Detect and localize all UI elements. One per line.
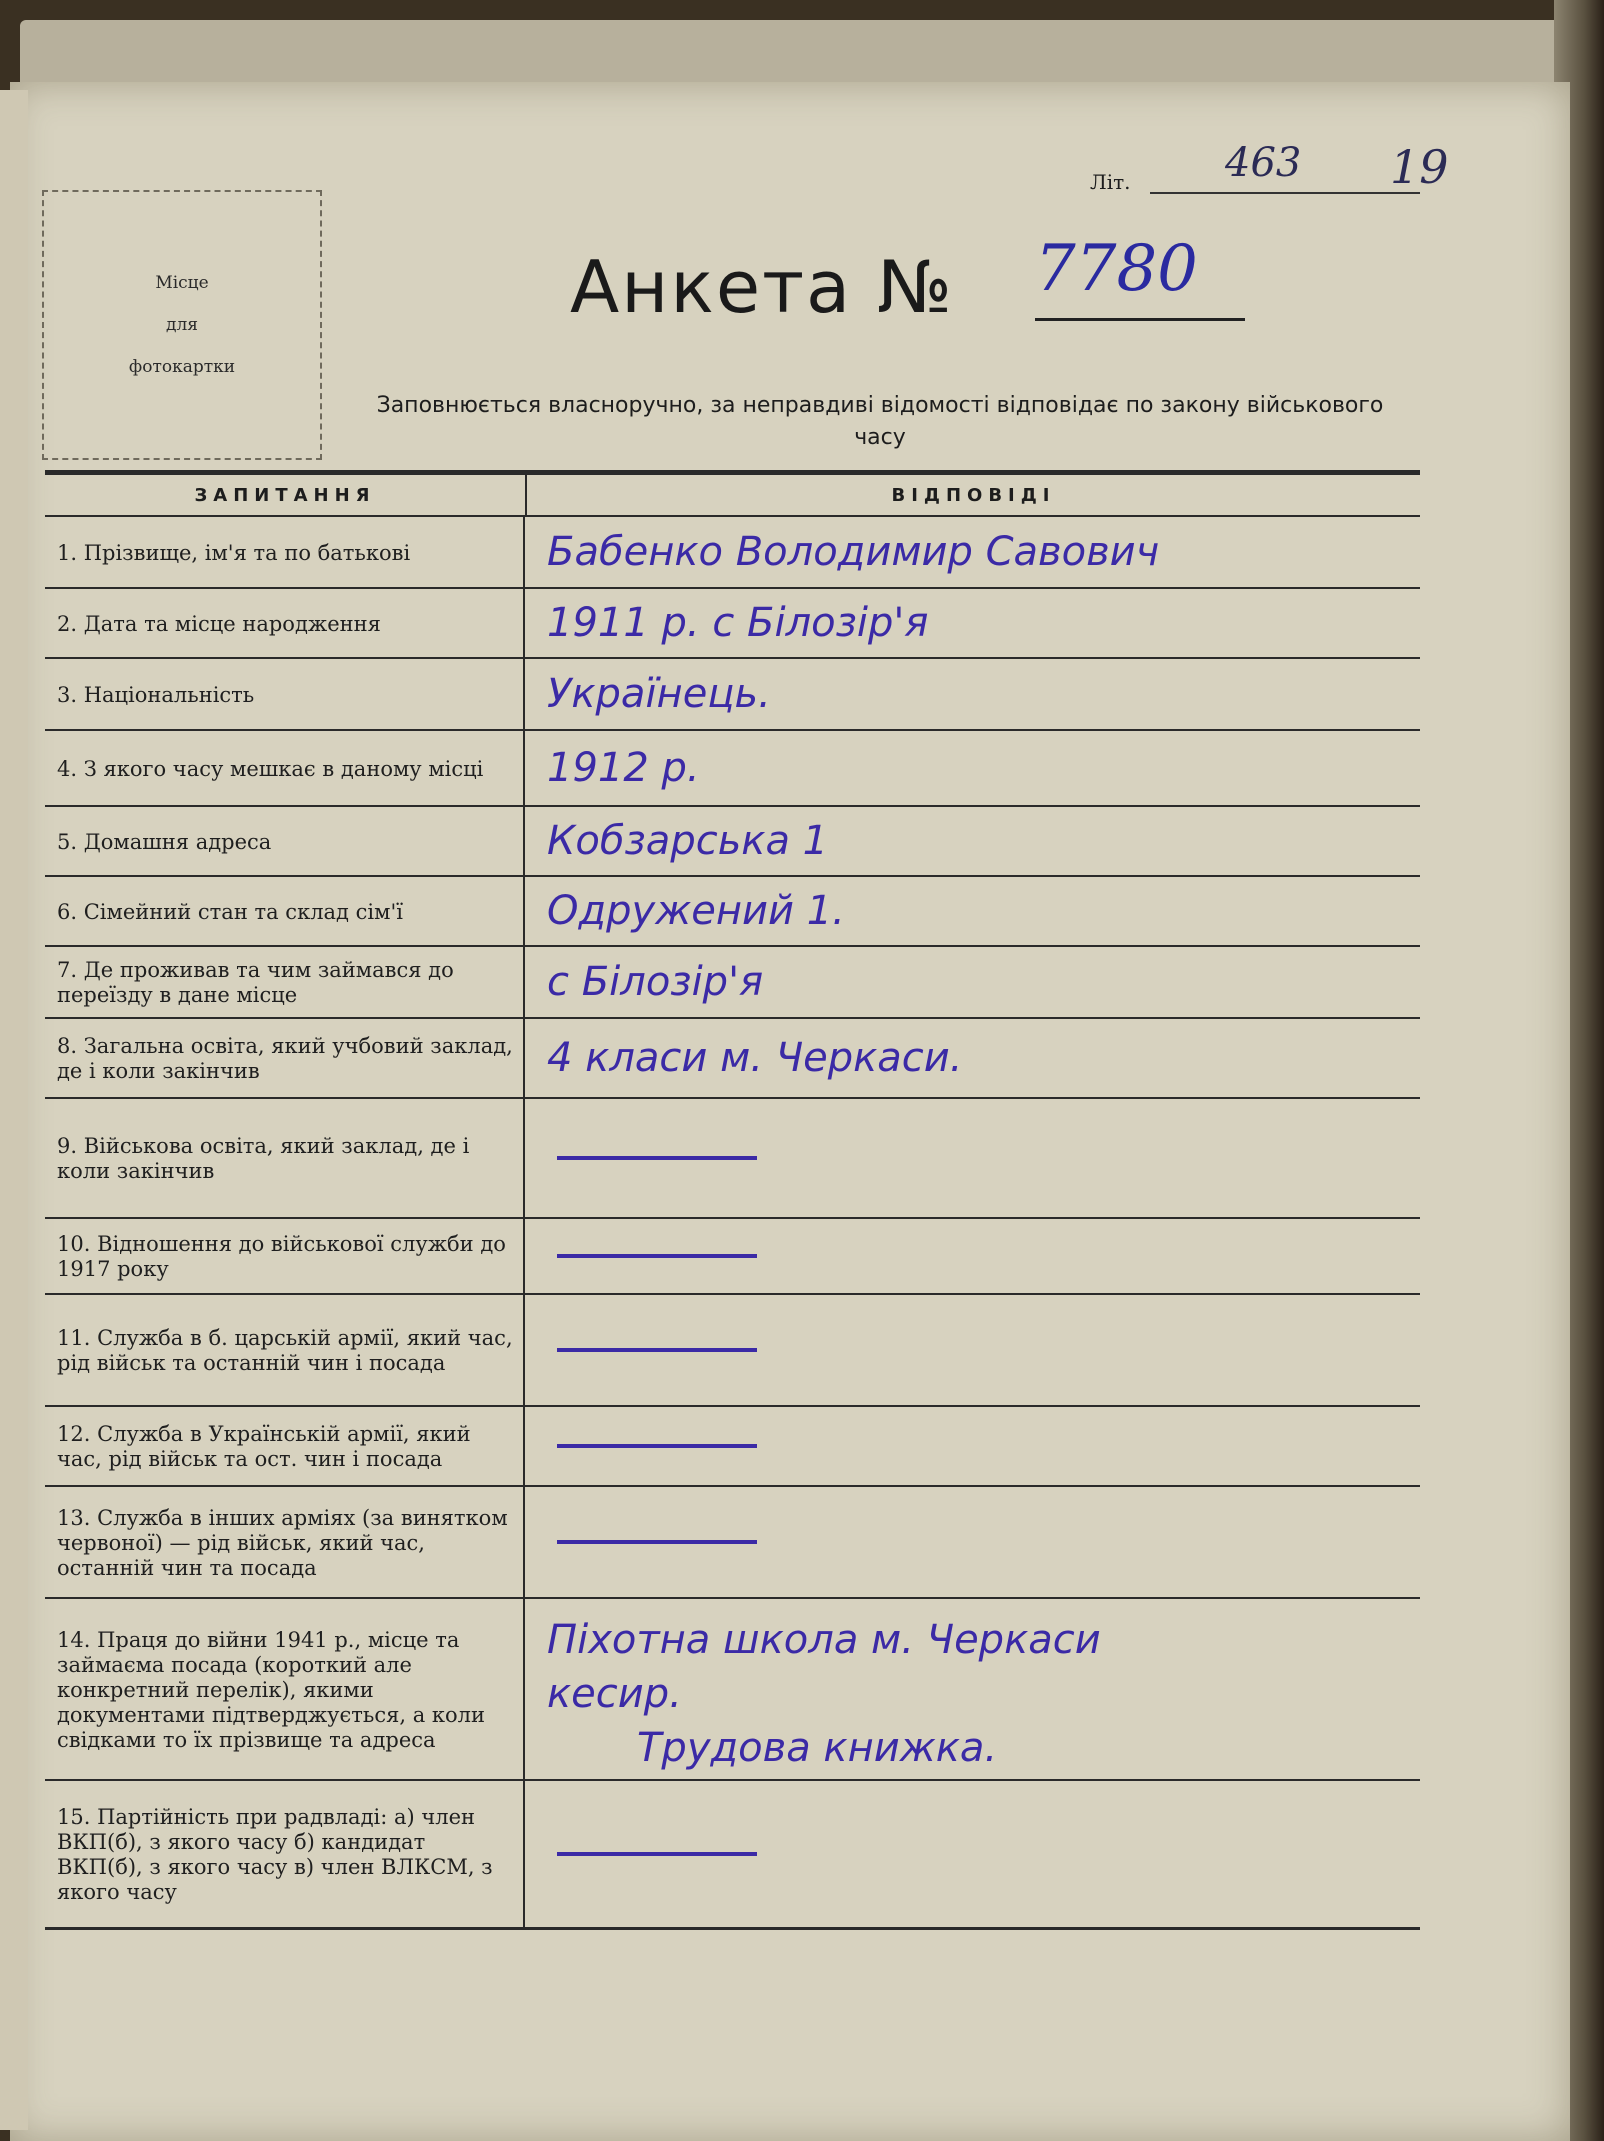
answer-9: [525, 1099, 1420, 1217]
empty-answer-dash: [557, 1852, 757, 1856]
answer-13: [525, 1487, 1420, 1597]
empty-answer-dash: [557, 1444, 757, 1448]
table-header: [45, 475, 1420, 517]
answer-10: [525, 1219, 1420, 1293]
answer-14: [525, 1599, 1420, 1779]
photo-label-1: Місце: [155, 273, 209, 293]
lit-label: Літ.: [1090, 170, 1131, 194]
table-row: [45, 1781, 1420, 1927]
empty-answer-dash: [557, 1348, 757, 1352]
question-11: 11. Служба в б. царській армії, який час, рід військ та останній чин і посада: [45, 1295, 525, 1405]
table-row: [45, 517, 1420, 589]
lit-number: 463: [1225, 140, 1302, 186]
question-5: 5. Домашня адреса: [45, 807, 525, 875]
answer-2: 1911 р. с Білозір'я: [547, 600, 929, 646]
questionnaire-table: [45, 470, 1420, 1930]
answer-6: Одружений 1.: [547, 888, 845, 934]
answer-1: Бабенко Володимир Савович: [547, 529, 1160, 575]
answer-14-line-1: Піхотна школа м. Черкаси: [547, 1617, 1101, 1663]
question-15: 15. Партійність при радвладі: а) член ВКП(б), з якого часу б) кандидат ВКП(б), з якого часу в) член ВЛКСМ, з якого часу: [45, 1781, 525, 1927]
header-questions: ЗАПИТАННЯ: [45, 475, 527, 515]
answer-14-line-3: Трудова книжка.: [637, 1725, 998, 1771]
question-10: 10. Відношення до військової служби до 1917 року: [45, 1219, 525, 1293]
table-row: [45, 1219, 1420, 1295]
answer-11: [525, 1295, 1420, 1405]
answer-7: с Білозір'я: [547, 959, 764, 1005]
question-2: 2. Дата та місце народження: [45, 589, 525, 657]
answer-4: 1912 р.: [547, 745, 700, 791]
answer-12: [525, 1407, 1420, 1485]
table-row: [45, 731, 1420, 807]
table-row: [45, 1019, 1420, 1099]
question-7: 7. Де проживав та чим займався до переїзду в дане місце: [45, 947, 525, 1017]
form-subtitle: Заповнюється власноручно, за неправдиві відомості відповідає по закону військового часу: [376, 393, 1384, 450]
answer-15: [525, 1781, 1420, 1927]
empty-answer-dash: [557, 1540, 757, 1544]
question-9: 9. Військова освіта, який заклад, де і коли закінчив: [45, 1099, 525, 1217]
empty-answer-dash: [557, 1254, 757, 1258]
answer-5: Кобзарська 1: [547, 818, 829, 864]
empty-answer-dash: [557, 1156, 757, 1160]
photo-label-2: для: [166, 315, 198, 335]
table-row: [45, 947, 1420, 1019]
question-4: 4. З якого часу мешкає в даному місці: [45, 731, 525, 805]
question-3: 3. Національність: [45, 659, 525, 729]
question-14: 14. Праця до війни 1941 р., місце та займаєма посада (короткий але конкретний перелік), якими документами підтверджується, а коли свідками то їх прізвище та адреса: [45, 1599, 525, 1779]
lit-number-2: 19: [1390, 140, 1449, 194]
question-12: 12. Служба в Українській армії, який час, рід військ та ост. чин і посада: [45, 1407, 525, 1485]
page-title: Анкета №: [570, 245, 954, 329]
table-row: [45, 589, 1420, 659]
answer-3: Українець.: [547, 671, 771, 717]
question-13: 13. Служба в інших арміях (за винятком червоної) — рід військ, який час, останній чин та посада: [45, 1487, 525, 1597]
table-row: [45, 1407, 1420, 1487]
form-number: 7780: [1035, 232, 1198, 306]
question-8: 8. Загальна освіта, який учбовий заклад, де і коли закінчив: [45, 1019, 525, 1097]
photo-label-3: фотокартки: [128, 357, 236, 377]
table-row: [45, 1295, 1420, 1407]
answer-14-line-2: кесир.: [547, 1671, 682, 1717]
table-row: [45, 877, 1420, 947]
header-answers: ВІДПОВІДІ: [891, 484, 1056, 506]
question-6: 6. Сімейний стан та склад сім'ї: [45, 877, 525, 945]
photo-placeholder: [42, 190, 322, 460]
table-row: [45, 1599, 1420, 1781]
answer-8: 4 класи м. Черкаси.: [547, 1035, 963, 1081]
table-row: [45, 1487, 1420, 1599]
lit-underline: [1150, 192, 1420, 194]
table-row: [45, 807, 1420, 877]
question-1: 1. Прізвище, ім'я та по батькові: [45, 517, 525, 587]
table-row: [45, 659, 1420, 731]
left-page-strip: [0, 90, 28, 2130]
form-number-underline: [1035, 318, 1245, 321]
table-row: [45, 1099, 1420, 1219]
